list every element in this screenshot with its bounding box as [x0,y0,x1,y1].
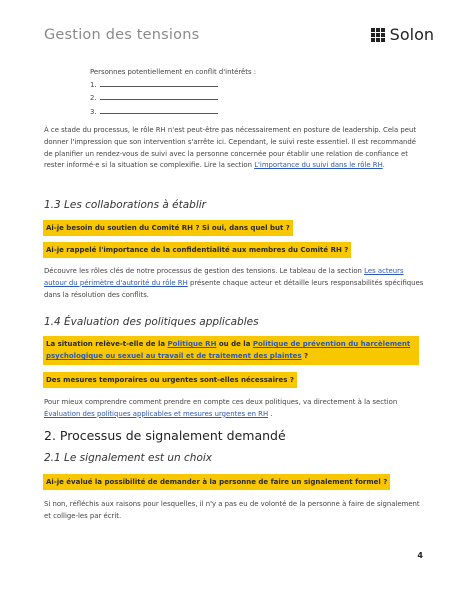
followup-link[interactable]: L'importance du suivi dans le rôle RH [254,161,383,170]
highlight-question: La situation relève-t-elle de la Politique RH ou de la Politique de prévention du harcèlement psychologique ou sexuel au travail et de traitement des plaintes ? [43,336,419,365]
conflict-list [90,66,256,118]
politique-rh-link[interactable]: Politique RH [167,340,217,348]
solon-grid-icon [371,28,385,42]
policies-paragraph: Pour mieux comprendre comment prendre en compte ces deux politiques, va directement à la section Évaluation des politiques applicables et mesures urgentes en RH . [44,398,398,418]
conflict-item: 2. [90,91,256,104]
section-heading-1-3: 1.3 Les collaborations à établir [44,199,206,211]
roles-paragraph: Découvre les rôles clés de notre processus de gestion des tensions. Le tableau de la section Les acteurs autour du périmètre d'autorité du rôle RH présente chaque acteur et détaille leurs responsabilités spécifiques dans la résolution des conflits. [44,267,424,299]
highlight-question: Ai-je évalué la possibilité de demander à la personne de faire un signalement formel ? [43,474,390,490]
section-heading-2: 2. Processus de signalement demandé [44,428,286,443]
highlight-question: Ai-je besoin du soutien du Comité RH ? Si oui, dans quel but ? [43,220,293,236]
section-heading-1-4: 1.4 Évaluation des politiques applicables [44,316,259,328]
blank-line [100,91,218,100]
conflict-label: Personnes potentiellement en conflit d'intérêts : [90,68,257,76]
followup-paragraph: À ce stade du processus, le rôle RH n'est peut-être pas nécessairement en posture de leadership. Cela peut donner l'impression que son intervention s'arrête ici. Cependant, le suivi reste essentiel. Il est recommandé de planifier un rendez-vous de suivi avec la personne concernée pour établir une relation de confiance et rester informé·e si la situation se complexifie. Lire la section L'importance du suivi dans le rôle RH. [44,126,417,170]
roles-link[interactable]: Les acteurs autour du périmètre d'autorité du rôle RH [44,267,404,287]
blank-line [100,78,218,87]
brand-name: Solon [389,25,434,44]
highlight-question: Ai-je rappelé l'importance de la confidentialité aux membres du Comité RH ? [43,242,351,258]
highlight-question: Des mesures temporaires ou urgentes sont-elles nécessaires ? [43,372,297,388]
report-paragraph: Si non, réfléchis aux raisons pour lesquelles, il n'y a pas eu de volonté de la personne à faire de signalement et collige-les par écrit. [44,500,420,520]
politique-harcelement-link[interactable]: Politique de prévention du harcèlement psychologique ou sexuel au travail et de traitement des plaintes [46,340,411,361]
brand-logo [371,25,434,44]
page-number: 4 [417,551,423,560]
document-title: Gestion des tensions [44,27,200,43]
policies-link[interactable]: Évaluation des politiques applicables et mesures urgentes en RH [44,409,269,418]
section-heading-2-1: 2.1 Le signalement est un choix [44,452,213,464]
blank-line [100,105,218,114]
conflict-item: 3. [90,105,256,118]
conflict-item: 1. [90,78,256,91]
